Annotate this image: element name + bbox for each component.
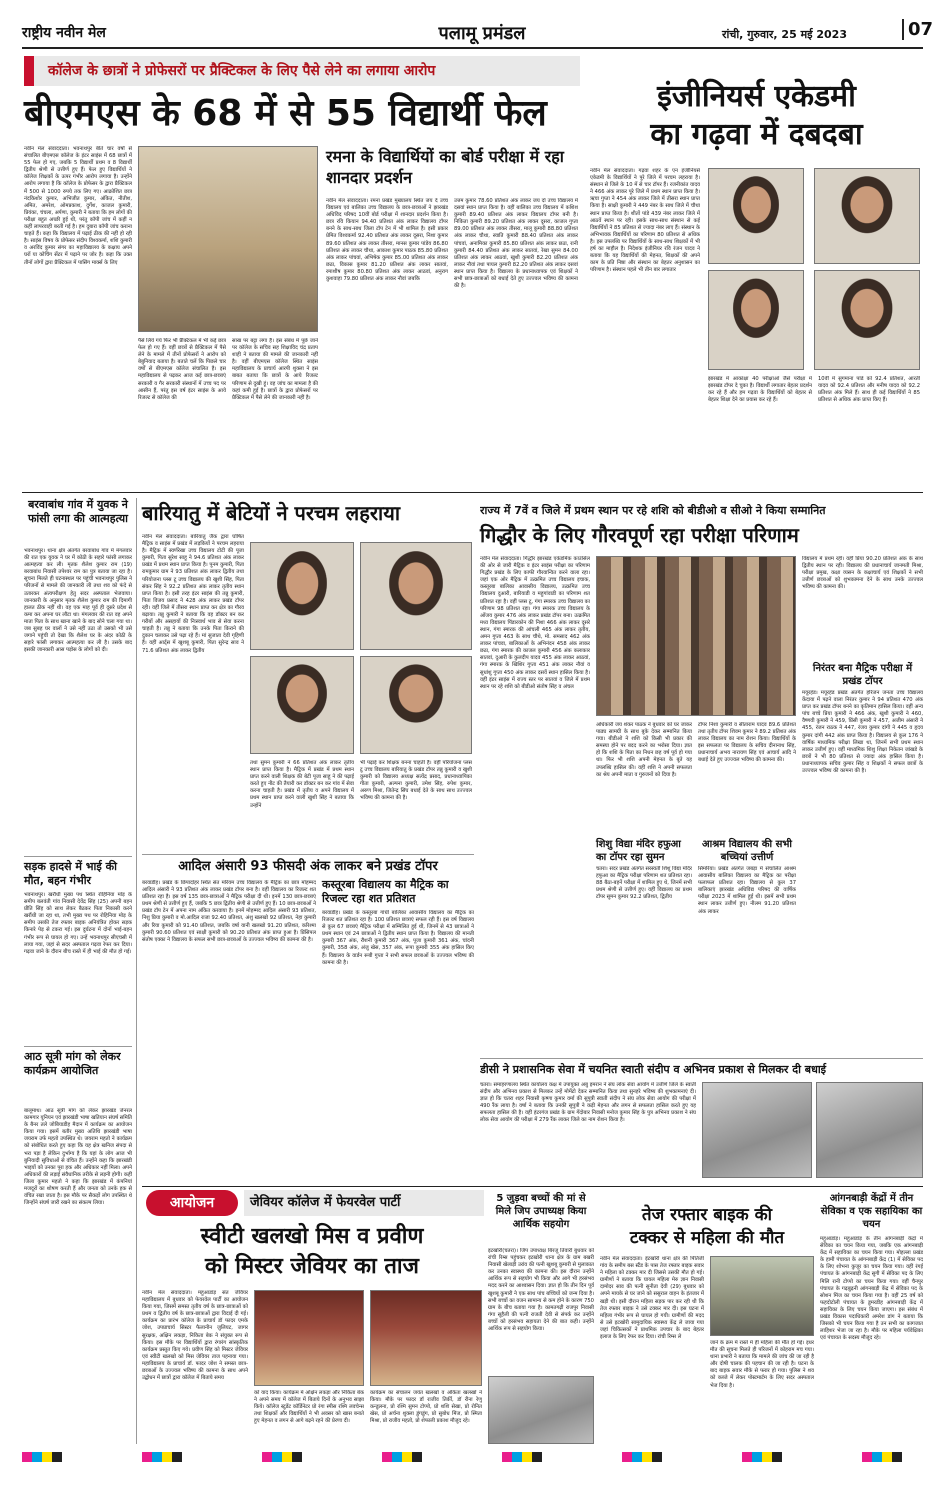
accident-body: भवनाथपुर। खरौंधी मुख्य पथ स्थित रोहिनिया मोड़ के समीप बलवंती गांव निवासी देवेंद्र सिंह (25) अपनी बहन प्रीति सिंह को साथ लेकर बैठकर पिता निकासी करने खरौंधी जा रहा था, तभी मुख्य पथ पर रोहिनिया मोड़ के समीप उसकी तेज रफ्तार बाइक अनियंत्रित होकर सड़क किनारे पेड़ से टकरा गई। इस दुर्घटना में दोनों भाई-बहन गंभीर रूप से घायल हो गए। उन्हें भवनाथपुर सीएचसी में लाया गया, जहां से सदर अस्पताल गढ़वा रेफर कर दिया। गढ़वा जाने के दौरान बीच रास्ते में ही भाई की मौत हो गई। — [24, 892, 132, 955]
bike-photo — [710, 1256, 814, 1336]
bariyatu-col-3: भी पढ़ाई कर शिक्षक बनना चाहती है। वहीं परियोजना प्लस टू उच्च विद्यालय बारियातु के प्रखंड टॉपर तन्नु कुमारी व खुशी कुमारी को विद्यालय अध्यक्ष सत्येंद्र प्रसाद, प्रधानाध्यापिका गीता कुमारी, अल्पना कुमारी, उमेश सिंह, रुपेश कुमार, अरुण मिश्रा, जितेन्द्र सिंघ बधाई देते के साथ साथ उज्ज्वल भविष्य की कामना की है। — [360, 760, 472, 802]
dc-photo-1 — [702, 1082, 812, 1178]
bariyatu-photo-2 — [360, 542, 472, 650]
kasturba-body: बरवाडीह। प्रखंड के कस्तूरबा गांधी बालिका आवासीय विद्यालय का मैट्रिक का रिजल्ट शत प्रतिशत रहा है। 100 प्रतिशत छात्राएं सफल रही हैं। इस वर्ष विद्यालय से कुल 67 छात्राएं मैट्रिक परीक्षा में सम्मिलित हुई थी, जिनमें से 43 छात्राओं ने प्रथम स्थान एवं 24 छात्राओं ने द्वितीय स्थान प्राप्त किया है। विद्यालय की मानती कुमारी 367 अंक, रौशनी कुमारी 367 अंक, पूजा कुमारी 361 अंक, चांदनी कुमारी, 358 अंक, अंजु खेस, 357 अंक, रूपा कुमारी 355 अंक हासिल किए हैं। विद्यालय के वार्डन रूबी गुप्ता ने सभी सफल छात्राओं के उज्ज्वल भविष्य की कामना की है। — [322, 910, 474, 966]
masthead-rule — [22, 47, 923, 49]
garhwa-headline — [590, 78, 923, 154]
xavier-kicker: जेवियर कॉलेज में फेयरवेल पार्टी — [250, 1195, 401, 1210]
bariyatu-photo-1 — [250, 542, 354, 650]
bike-col-2: जाने के क्रम में रास्ते में ही महिला की मौत हो गई। इधर मौत की सूचना मिलते ही परिजनों में कोहराम मच गया। थाना प्रभारी ने बताया कि मामले की जांच की जा रही है और दोषी चालक की पहचान की जा रही है। घटना के बाद बाइक सवार मौके से फरार हो गया। पुलिस ने शव को कब्जे में लेकर पोस्टमार्टम के लिए सदर अस्पताल भेज दिया है। — [710, 1340, 814, 1389]
xavier-col-3: कार्यक्रम का संचालन जयंत खलखो व अंकिता खलखो ने किया। मौके पर फादर डॉ राजीव तिर्की, डॉ रीना रेणु कन्डुलना, प्रो रश्मि सुमन टोप्पो, प्रो शशि सेखा, प्रो रोनित खेस, प्रो अर्चना शुक्ला डुंगडुंग, प्रो सुबोध मिंज, प्रो स्मिता मिश्रा, प्रो राजीव महतो, प्रो शेफाली प्रकाश मौजूद रहे। — [370, 1390, 482, 1425]
xavier-kicker-bar — [244, 1190, 484, 1216]
shishu-headline: शिशु विद्या मंदिर हफुआ का टॉपर रहा सुमन — [596, 839, 681, 863]
sutri-headline: आठ सूत्री मांग को लेकर कार्यक्रम आयोजित — [24, 1050, 121, 1077]
shashi-col-4: विद्यालय में प्रथम रही। वहीं प्रिया 90.20 प्रतिशत अंक के साथ द्वितीय स्थान पर रही। विद्यालय की प्रधानाचार्य जानमती मिश्रा, परीक्षा प्रमुख, कक्षा व्यसन के कक्षाचार्य एवं शिक्षकों ने सभी उत्तीर्ण छात्राओं को शुभकामना देने के साथ उनके उज्ज्वल भविष्य की कामना की। — [802, 556, 923, 591]
garhwa-headline-line-1: इंजीनियर्स एकेडमी — [657, 79, 856, 114]
bike-headline — [600, 1204, 814, 1250]
dc-photo-2 — [816, 1082, 923, 1178]
print-color-bar — [22, 1452, 923, 1462]
shashi-kicker: राज्य में 7वें व जिले में प्रथम स्थान पर रहे शशि को बीडीओ व सीओ ने किया सम्मानित — [480, 504, 826, 517]
bike-headline-line-2: टक्कर से महिला की मौत — [629, 1228, 785, 1248]
xavier-col-2: को याद किया। कार्यक्रम में अक्षिन लकड़ा और निकिता बेक ने अपने समय में कॉलेज में बिताये दिनों के अनुभव साझा किये। कॉलेज स्टूडेंट कॉर्डिनेटर प्रो रंगा स्पीस रश्मि लवचेन्स तथा शिक्षकों और विद्यार्थियों ने भी अवसर को खास बनाते हुए मेहनत व लगन से आगे बढ़ने रहने की प्रेरणा दी। — [254, 1390, 364, 1425]
bike-col-1: नवीन मेल संवाददाता। इंटखोरी थाना क्षेत्र की पितिजी गांव के समीप बस स्टैंड के पास तेज रफ्तार बाइक सवार ने महिला को टक्कर मार दी जिससे उसकी मौत हो गई। ग्रामीणों ने बताया कि घायल महिला मेरु ज्ञान निवासी दामोदर साव की पत्नी सुनीता देवी (29) बुधवार को अपने मायके से घर जाने को ससुराल वाहन के इंतजार में खड़ी थी। इसी दौरान महिला सड़क पार कर रही थी कि तेज रफ्तार बाइक ने उसे टक्कर मार दी। इस घटना में महिला गंभीर रूप से घायल हो गयी। ग्रामीणों की मदद से उसे इटखोरी सामुदायिक स्वास्थ्य केंद्र ले जाया गया जहां चिकित्सकों ने प्राथमिक उपचार के बाद बेहतर इलाज के लिए रेफर कर दिया। रांची रिम्स ले — [600, 1256, 704, 1341]
page-number: 07 — [902, 19, 924, 40]
adil-body: बरवाडीह। प्रखंड के छिपादोहर स्थित संत मरियम उच्च विद्यालय के मैट्रिक का छात्र मोहम्मद आदिल अंसारी ने 93 प्रतिशत अंक लाकर प्रखंड टॉपर बना है। वहीं विद्यालय का रिजल्ट शत प्रतिशत रहा है। इस वर्ष 135 छात्र-छात्राओं ने मैट्रिक परीक्षा दी थी। इनमें 130 छात्र-छात्राएं प्रथम श्रेणी से उत्तीर्ण हुए हैं, जबकि 5 छात्र द्वितीय श्रेणी से उत्तीर्ण हुए हैं। 10 छात्र-छात्राओं ने प्रखंड टॉप टेन में अपना नाम अंकित करवाया है। इनमें मोहम्मद आदिल अंसारी 93 प्रतिशत, निशु प्रिया कुमारी व मो.आदिल राजा 92.40 प्रतिशत, अंशु खलखो 92 प्रतिशत, नेहा कुमारी और रिया कुमारी को 91.40 प्रतिशत, जबकि वर्षा यानी खलखो 91.20 प्रतिशत, करिश्मा कुमारी 90.60 प्रतिशत एवं साक्षी कुमारी को 90.20 प्रतिशत अंक प्राप्त हुआ है। प्रिंसिपल संतोष एक्का ने विद्यालय के सफल सभी छात्र-छात्राओं के उज्ज्वल भविष्य की कामना की है। — [142, 880, 316, 943]
ramna-col-1: नवीन मेल संवाददाता। रमना प्रखंड मुख्यालय स्थित जय दे उच्च विद्यालय एवं बालिका उच्च विद्यालय के छात्र-छात्राओं ने झारखंड अधिविद परिषद 10वीं बोर्ड परीक्षा में शानदार प्रदर्शन किया है। छात्र रवि कियान 94.40 प्रतिशत अंक लाकर विद्यालय टॉपर बनने के साथ-साथ जिला टॉप टेन में भी शामिल है। इसी प्रकार प्रेमित विश्वकर्मा 92.40 प्रतिशत अंक लाकर दूसरा, निशा कुमार 89.60 प्रतिशत अंक लाकर तीसरा, मानस कुमार पांडेय 86.80 प्रतिशत अंक लाकर चौथा, आकाश कुमार पाठक 85.80 प्रतिशत अंक लाकर पांचवां, अभिषेक कुमार 85.00 प्रतिशत अंक लाकर छठा, विकास कुमार 81.20 प्रतिशत अंक लाकर सातवां, रमाशीष कुमार 80.80 प्रतिशत अंक लाकर आठवां, अनुराग कुशवाहा 79.80 प्रतिशत अंक लाकर नौवां जबकि — [326, 198, 448, 283]
ashram-body: सिमरिया। प्रखंड अंतर्गत जबड़ा में संचालित आश्रम आवासीय बालिका विद्यालय का मैट्रिक का परीक्षा फलाफल प्रतिशत रहा। विद्यालय से कुल 37 बालिकाएं झारखंड अधिविद्य परिषद की वार्षिक परीक्षा 2023 में शामिल हुई थी। इसमें सभी प्रथम स्थान लाकर उत्तीर्ण हुए। नीलम 91.20 प्रतिशत अंक लाकर — [698, 866, 796, 915]
shashi-col-1: नवीन मेल संवाददाता। गिद्धौर झारखंड एकेडमिक काउंसिल की ओर से जारी मैट्रिक व इंटर साइंस परीक्षा का परिणाम गिद्धौर प्रखंड के लिए काफी गौरवान्वित करने वाला रहा। जहां एक ओर मैट्रिक में उत्क्रमित उच्च विद्यालय इचाक, कस्तूरबा बालिका आवासीय विद्यालय, उत्क्रमित उच्च विद्यालय दुआरी, बारियाडी व महुगांवाडी का परिणाम शत प्रतिशत रहा है। वहीं प्लस टू, गंगा स्मारक उच्च विद्यालय का परिणाम 98 प्रतिशत रहा। गंगा स्मारक उच्च विद्यालय के ओंजय कुमार 476 अंक लाकर प्रखंड टॉपर बना। उत्क्रमित मध्य विद्यालय पिंडारकोन की निशा 466 अंक लाकर दूसरे स्थान, गंगा स्मारक की आंचली 465 अंक लाकर तृतीय, अमन गुप्ता 463 के साथ चौथे, मो. समसाद 462 अंक लाकर पांचवा, बालिकाओं के अभिनंदन 458 अंक लाकर छठा, गंगा स्मारक की काजल कुमारी 456 अंक कलाकार सातवां, दुआरी के कुलदीप यादव 455 अंक लाकर आठवां, गंगा स्मारक के खिशिर गुप्ता 451 अंक लाकर नौवां व सुधांशु गुप्ता 450 अंक लाकर दसवें स्थान हासिल किया है। वहीं इंटर साइंस में राज्य स्तर पर सातवां व जिले में प्रथम स्थान पर रहे शशि को बीडीओ संतोष सिंह व अंचल — [480, 556, 590, 690]
barwabandh-body: भवनाथपुर। थाना क्षेत्र अंतर्गत बरवाबांध गांव में मंगलवार की रात एक युवक ने घर में कोठी के सहारे फांसी लगाकर आत्महत्या कर ली। मृतक शैलेश कुमार राम (19) बरवाबांध निवासी तपेश्वर राम का पुत्र बताया जा रहा है। सूचना मिलते ही घटनास्थल पर पहुंची भवनाथपुर पुलिस ने परिजनों से मामले की जानकारी ली तथा शव को फंदे से उतारकर अंत्यपरीक्षण हेतु सदर अस्पताल भेजवाया। जानकारी के अनुसार मृतक शैलेश कुमार राम की दिमागी हालत ठीक नहीं थी। वह एक माह पूर्व ही दूसरे प्रदेश से कमा कर अपना घर लौटा था। मंगलवार की रात वह अपने माता पिता के साथ खाना खाने के बाद सोने चला गया था। जब सुबह घर वालों ने उसे नहीं उठा तो उसको भी उसे जगाने पहुंची तो देखा कि शैलेश घर के अंदर कोठी के सहारे फांसी लगाकर आत्महत्या कर ली है। उसके बाद इसकी जानकारी आस पड़ोस के लोगों को दी। — [24, 548, 132, 654]
xavier-tag — [146, 1190, 238, 1216]
bariyatu-photo-4 — [360, 656, 472, 754]
shashi-col-2: अधिकारी जय शंकर पाठक ने बुधवार को घर जाकर पाठ्य सामग्री के साथ बुके देकर सम्मानित किया गया। बीडीओ ने शशि को किसी भी प्रकार की समस्या होने पर बदद करने का भरोसा दिया। ज्ञात हो कि शशि के पिता का निधन छह वर्ष पूर्व हो गया था। फिर भी शशि अपनी मेहनत के बूते यह उपलब्धि हासिल की। वहीं शशि ने अपनी सफलता का श्रेय अपनी माता व गुरुजनों को दिया है। — [596, 722, 692, 778]
nirantar-headline: निरंतर बना मैट्रिक परीक्षा में प्रखंड टॉपर — [812, 663, 913, 687]
topper-photo-2 — [814, 168, 920, 264]
shashi-col-3: टॉपर निशा कुमारी व सीताराम यादव 89.6 प्रतिशत तथा तृतीय टॉपर शिवम कुमार ने 89.2 प्रतिशत अंक लाकर विद्यालय का नाम रोशन किया। विद्यार्थियों के इस सफलता पर विद्यालय के सचिव दीनानाथ सिंह, प्रधानाचार्य अभय नारायण सिंह एवं आचार्य आदि ने बधाई देते हुए उज्ज्वल भविष्य की कामना की। — [698, 722, 796, 764]
garhwa-caption-left: झारखंड में आकांक्षा 40 परीक्षाओं जैसे परीक्षा में झारखंड टॉपर दे चुका है। विद्यार्थी लगातार बेहतर प्रदर्शन कर रहे हैं और हम गढ़वा के विद्यार्थियों को बेहतर से बेहतर शिक्षा देने का प्रयास कर रहे हैं। — [708, 376, 812, 404]
bike-headline-line-1: तेज रफ्तार बाइक की — [641, 1205, 773, 1225]
adil-headline: आदिल अंसारी 93 फीसदी अंक लाकर बने प्रखंड टॉपर — [178, 859, 438, 874]
bariyatu-photo-3 — [250, 656, 354, 754]
dc-kicker: डीसी ने प्रशासनिक सेवा में चयनित स्वाती संदीप व अभिनव प्रकाश से मिलकर दी बधाई — [480, 1063, 827, 1076]
barwabandh-headline: बरवाबांध गांव में युवक ने फांसी लगा की आत्महत्या — [27, 498, 129, 525]
shashi-headline: गिद्धौर के लिए गौरवपूर्ण रहा परीक्षा परिणाम — [480, 523, 799, 547]
jujhwa-photo — [488, 1376, 594, 1444]
kasturba-headline: कस्तूरबा विद्यालय का मैट्रिक का रिजल्ट रहा शत प्रतिशत — [322, 878, 449, 905]
masthead — [22, 18, 934, 48]
college-photo — [138, 146, 318, 332]
ramna-col-2: उत्तम कुमार 78.60 प्रतिशत अंक लाकर जय दो उच्च विद्यालय में दसवां स्थान प्राप्त किया है। वहीं बालिका उच्च विद्यालय में कशिश कुमारी 89.40 प्रतिशत अंक लाकर विद्यालय टॉपर बनी है। निकिता कुमारी 89.20 प्रतिशत अंक लाकर दूसरा, काजल गुप्ता 89.00 प्रतिशत अंक लाकर तीसरा, मालू कुमारी 88.80 प्रतिशत अंक लाकर चौथा, स्वाति कुमारी 88.40 प्रतिशत अंक लाकर पांचवां, अनामिका कुमारी 85.80 प्रतिशत अंक लाकर छठा, रानी कुमारी 84.40 प्रतिशत अंक लाकर सातवां, रेखा सुमन 84.00 प्रतिशत अंक लाकर आठवां, खुशी कुमारी 82.20 प्रतिशत अंक लाकर नौवां तथा पायल कुमारी 82.20 प्रतिशत अंक लाकर दसवां स्थान प्राप्त किया है। विद्यालय के प्रधानाध्यापक एवं शिक्षकों ने सभी छात्र-छात्राओं को बधाई देते हुए उज्ज्वल भविष्य की कामना की है। — [454, 198, 578, 290]
xavier-tag-label: आयोजन — [169, 1195, 215, 1211]
logo: राष्ट्रीय नवीन मेल — [22, 25, 106, 41]
date: रांची, गुरुवार, 25 मई 2023 — [722, 28, 847, 41]
xavier-col-1: नवीन मेल संवाददाता। महुआडांड़ संत जेवियर महाविद्यालय में बुधवार को फेयरवेल पार्टी का आयोजन किया गया, जिसमें समस्त तृतीय वर्ष के छात्र-छात्राओं को प्रथम व द्वितीय वर्ष के छात्र-छात्राओं द्वारा विदाई दी गई। कार्यक्रम का प्रारंभ कॉलेज के प्राचार्य डॉ फादर एमके जोश, उपप्राचार्य सिस्टर फैलानीन जुलियट, जागर सुरक्षक, अक्षिन लकड़ा, निकिता बेक ने संयुक्त रूप से किया। इस मौके पर विद्यार्थियों द्वारा रंगारंग सांस्कृतिक कार्यक्रम प्रस्तुत किए गये। प्रवीण सिंह को मिस्टर जेवियर एवं स्वीटी खलखो को मिस जेवियर ताज पहनाया गया। महाविद्यालय के प्राचार्य डॉ. फादर जोश ने समस्त छात्र-छात्राओं के उज्ज्वल भविष्य की कामना के साथ अपने उद्बोधन में छात्रों द्वारा कॉलेज में बिताये समय — [142, 1290, 248, 1382]
rule-mid-1 — [142, 854, 474, 855]
nirantar-body: मयूरहंड। मयूरहंड प्रखंड अंतर्गत हरिजन जनता उच्च विद्यालय केंदाया में पढ़ने वाला निरंतर कुमार ने 94 प्रतिशत 470 अंक प्राप्त कर प्रखंड टॉपर बनने का कृतिमान हासिल किया। वहीं अन्य पांच बच्चे प्रिया कुमारी ने 466 अंक, खुशी कुमारी ने 460, वैष्णवी कुमारी ने 459, प्रिंसी कुमारी ने 457, अजीम अंसारी ने 455, रंजन राठक ने 447, रंजय कुमार दांगी ने 445 व हृदय कुमार दांगी 442 अंक प्राप्त किया है। विद्यालय से कुल 176 ने वार्षिक माध्यमिक परीक्षा लिखा था, जिनमें सभी प्रथम स्थान लाकर उत्तीर्ण हुए। वहीं माध्यमिक शिशु शिक्षा निकेतन जांखडे के छात्रों ने भी 80 प्रतिशत से ज्यादा अंक हासिल किया है। प्रधानाध्यापक सचिव कुमार सिंह व शिक्षकों ने सफल छात्रों के उज्ज्वल भविष्य की कामना की है। — [802, 690, 923, 775]
ramna-headline: रमना के विद्यार्थियों का बोर्ड परीक्षा में रहा शानदार प्रदर्शन — [326, 147, 564, 187]
rule-dc — [480, 1058, 923, 1059]
lead-kicker-bar — [24, 56, 580, 86]
ashram-headline: आश्रम विद्यालय की सभी बच्चियां उत्तीर्ण — [702, 839, 792, 863]
xavier-headline-line-2: को मिस्टर जेवियर का ताज — [205, 1254, 419, 1279]
garhwa-body: नवीन मेल संवाददाता। गढ़वा शहर के एन इंजीनियर्स एकेडमी के विद्यार्थियों ने पूरे जिले में परचम लहराया है। संस्थान से जिले के 10 में से चार टॉपर हैं। रजनीकांत यादव ने 466 अंक लाकर पूरे जिले में प्रथम स्थान प्राप्त किया है। ऋचा गुप्ता ने 454 अंक लाकर जिले में तीसरा स्थान प्राप्त किया है। साक्षी कुमारी ने 449 नंबर के साथ जिले में चौथा स्थान प्राप्त किया है। शीतों पांडे 439 नंबर लाकर जिले में आठवें स्थान पर रही। इसके साथ-साथ संस्थान से कई विद्यार्थियों ने 85 प्रतिशत से ज्यादा नंबर लाए हैं। संस्थान के अभिभावक विद्यार्थियों का परिणाम 80 प्रतिशत से अधिक है। इस उपलब्धि पर विद्यार्थियों के साथ-साथ शिक्षकों में भी हर्ष का माहौल है। निदेशक इंजीनियर रवि रंजन यादव ने बताया कि यह विद्यार्थियों की मेहनत, शिक्षकों की अपने काम के प्रति निष्ठा और संस्थान का बेहतर अनुशासन का परिणाम है। संस्थान पहले भी तीन बार लगातार — [590, 168, 700, 274]
lead-col-1: नवीन मेल संवाददाता। भवनाथपुर बीते चार वर्षों से संचालित बीएमएस कॉलेज के इंटर साइंस में 68 छात्रों में 55 फेल हो गए, जबकि 5 विद्यार्थी प्रथम व 8 विद्यार्थी द्वितीय श्रेणी से उत्तीर्ण हुए हैं। फेल हुए विद्यार्थियों ने कॉलेज शिक्षकों के ऊपर गंभीर आरोप लगाया है। उन्होंने आरोप लगाया है कि कॉलेज के प्रोफेसर के द्वारा प्रैक्टिकल में 500 से 1000 रुपये तक लिए गए। आक्रोशित छात्र नंदकिशोर कुमार, अभिजीत कुमार, अंकित, नीतीश, अमित, अमरेश, ओमप्रकाश, दुर्गेश, काजल कुमारी, प्रियंका, चंचला, अर्पणा, कुमारी ने बताया कि हम लोगों की परीक्षा बहुत अच्छी हुई थी, परंतु कॉपी जांच में कहीं न कहीं लापरवाही बरती गई है। हम दुबारा कॉपी जांच कराना चाहते हैं। कहा कि विद्यालय में पढ़ाई ठीक की नहीं हो रही है। साइंस विषय के प्रोफेसर संदीप विश्वकर्मा, शशि कुमारी व अरविंद कुमार संगर का महाविद्यालय के कक्षाय अपने घरों या कोचिंग सेंटर में पढ़ाने पर जोर है। कहा कि उक्त तीनों लोगों द्वारा प्रैक्टिकल में पासिंग मार्क्स के लिए — [24, 146, 132, 266]
topper-photo-1 — [708, 168, 804, 264]
bariyatu-col-1: नवीन मेल संवाददाता। बारियातु जैक द्वारा घोषित मैट्रिक व साइंस में प्रखंड में लड़कियों ने परचम लहराया है। मैट्रिक में स्वर्णरेखा उच्च विद्यालय टोटी की पूजा कुमारी, पिता सुरेश साहू ने 94.6 प्रतिशत अंक लाकर प्रखंड में प्रथम स्थान प्राप्त किया है। पूनम कुमारी, पिता रामकुमार ग्राम ने 93 प्रतिशत अंक लाकर द्वितीय तथा परियोजना प्लस टू उच्च विद्यालय की खुशी सिंह, पिता संकर सिंह ने 92.2 प्रतिशत अंक लाकर तृतीय स्थान प्राप्त किया है। इसी तरह इंटर साइंस की तन्नु कुमारी, पिता विजय प्रसाद ने 428 अंक लाकर प्रखंड टॉपर रही। वहीं जिले में तीसरा स्थान प्राप्त कर क्षेत्र का गौरव बढ़ाया। तन्नु कुमारी ने बताया कि वह डॉक्टर बन कर गरीबों और असहायों की निःस्वार्थ भाव से सेवा करना चाहती है। तन्नु ने बताया कि उनके पिता किराने की दुकान चलाकर उसे पढ़ा रहे हैं। मां सुजाता देवी गृहिणी हैं। वहीं आर्ट्स में खुशबू कुमारी, पिता सुरेन्द्र साव ने 71.6 प्रतिशत अंक लाकर द्वितीय — [142, 534, 244, 654]
section-title: पलामू प्रमंडल — [438, 23, 526, 44]
topper-photo-4 — [814, 270, 920, 370]
felicitation-photo — [596, 556, 796, 716]
dc-body: चतरा। समाहरणालय स्थित कार्यालय कक्ष में उपायुक्त अबु इमरान ने संघ लोक सेवा आयोग में उत्तीर्ण जिले के स्वाती संदीप और अभिनव प्रकाश से मिलकर उन्हें मोमेंटो देकर सम्मानित किया तथा सुनहरे भविष्य की शुभकामनाएं दी। ज्ञात हो कि चतरा शहर निवासी कृष्णा कुमार वर्मा की सुपुत्री स्वाती संदीप ने संघ लोक सेवा आयोग की परीक्षा में 490 रैंक लाया है। वर्षा ने बताया कि उनकी सुपुत्री ने कड़ी मेहनत और लगन से सफलता हासिल करते हुए यह सफलता हासिल की है। वहीं हंटरगंज प्रखंड के ग्राम गेंदोबार निवासी मनोज कुमार सिंह के पुत्र अभिनव प्रकाश ने संघ लोक सेवा आयोग की परीक्षा में 279 रैंक लाकर जिले का नाम रोशन किया है। — [480, 1082, 696, 1124]
section-rule-1 — [22, 492, 923, 493]
section-rule-2 — [142, 1186, 923, 1187]
garhwa-headline-line-2: का गढ़वा में दबदबा — [650, 117, 863, 152]
lead-col-3: साख पर बट्टा लगा है। इस संबंध में पूछे जाने पर कॉलेज के सचिव सह शिक्षाविद चंद्र प्रताप शाही ने बताया की मामले की जानकारी नहीं है। वहीं बीएमएस कॉलेज स्थित साइंस महाविद्यालय के प्राचार्य आरपी शुक्ला ने इस बाबत बताया कि छात्रों के आये रिजल्ट परिणाम से दुखी हूं। वह जांच का मामला है की कहां कमी हुई है। छात्रों के द्वारा प्रोफेसरों पर प्रैक्टिकल में पैसे लेने की जानकारी नहीं है। — [232, 338, 318, 401]
garhwa-caption-right: 10वीं में सुगमाना पांडे को 92.4 प्रतिशत, आरती यादव को 92.4 प्रतिशत और मनीष यादव को 92.2 प्रतिशत अंक मिले हैं। साथ ही कई विद्यार्थियों ने 85 प्रतिशत से अधिक अंक प्राप्त किए हैं। — [818, 376, 920, 404]
rule-left-2 — [24, 1046, 132, 1047]
anganbadi-headline: आंगनबाड़ी केंद्रों में तीन सेविका व एक सहायिका का चयन — [820, 1193, 923, 1230]
xavier-headline — [142, 1222, 482, 1282]
bariyatu-headline: बारियातु में बेटियों ने परचम लहराया — [142, 501, 400, 525]
anganbadi-body: महुआडांड़। महुआडांड़ के तीन आंगनबाड़ी केंद्रों में सेविका का चयन किया गया, जबकि एक आंगनबाड़ी केंद्र में सहायिका का चयन किया गया। मोहल्ला प्रखंड के हामी पंचायत के आंगनबाड़ी केंद्र (1) में सेविका पद के लिए शोभना कुजूर का चयन किया गया। वहीं रंगई पंचायत के आंगनबाड़ी केंद्र सुगी में सेविका पद के लिए मिलि रानी टोप्पो का चयन किया गया। वहीं चैनपुर पंचायत के गढ़बुढ़नी आंगनबाड़ी केंद्र में सेविका पद के सोशन मिंज का चयन किया गया है। वहीं 25 वर्ष को फहदोटोली पंचायत के डुमरडीह आंगनबाड़ी केंद्र में सहायिका के लिए चयन किया जाएगा। इस संबंध में प्रखंड विकास पदाधिकारी अमरेश डांग ने बताया कि जिसको भी चयन किया गया है उन सभी का कागजात लाहिशर भेजा जा रहा है। मौके पर महिला पर्यवेक्षिका एवं पंचायत के सदस्य मौजूद रहे। — [820, 1236, 923, 1342]
bariyatu-col-2: तथा सुमन कुमारी ने 66 प्रतिशत अंक लाकर तृतीय स्थान प्राप्त किया है। मैट्रिक में प्रखंड में प्रथम स्थान प्राप्त करने वाली शिक्षक की बेटी पूजा साहू ने की पढ़ाई करते हुए नीट की तैयारी कर डॉक्टर बन कर गांव में सेवा करना चाहती है। प्रखंड में तृतीय व अपने विद्यालय में प्रथम स्थान प्राप्त करने वाली खुशी सिंह ने बताया कि उन्होंने — [250, 760, 354, 809]
lead-headline: बीएमएस के 68 में से 55 विद्यार्थी फेल — [24, 93, 547, 134]
lead-kicker: कॉलेज के छात्रों ने प्रोफेसरों पर प्रैक्टिकल के लिए पैसे लेने का लगाया आरोप — [48, 63, 436, 79]
jujhwa-headline: 5 जुड़वा बच्चों की मां से मिले जिप उपाध्यक्ष किया आर्थिक सहयोग — [495, 1193, 587, 1230]
left-col-divider — [136, 498, 137, 1444]
rule-left-1 — [24, 856, 132, 857]
lead-col-2: पैसे लिये गये फिर भी प्रैक्टिकल में भी कई छात्र फेल हो गए हैं। वहीं छात्रों से प्रैक्टिकल में पैसे लेने के मामले में तीनों प्रोफेसरों ने आरोप को बेबुनियाद बताया है। बताते चलें कि पिछले चार वर्षों से बीएमएस कॉलेज संचालित है। इस महाविद्यालय से पढ़कर आज कई छात्र-छात्राएं सरकारी व गैर सरकारी संस्थानों में उच्च पद पर आसीन हैं, परंतु इस वर्ष इंटर साइंस के आये रिजल्ट से कॉलेज की — [138, 338, 226, 401]
sutri-body: बालूमाथ। आठ सूत्री मांग को लेकर झारखंड जेनरल कामगार यूनियन एवं झारखंडी भाषा खतियान संघर्ष समिति के बैनर तले जोबियाडीह मैदान में कार्यक्रम का आयोजन किया गया। इसमें बतौर मुख्य अतिथि झारखंडी भाषा जयराम उर्फ महतो उपस्थित थे। जयराम महतो ने कार्यक्रम को संबोधित करते हुए कहा कि यह क्षेत्र खनिज संपदा से भरा पड़ा है लेकिन दुर्भाग्य है कि यहां के लोग आज भी बुनियादी सुविधाओं से वंचित हैं। उन्होंने कहा कि झारखंडी भाइयों को उनका पूरा हक और अधिकार नहीं मिला। अपने अधिकारों की लड़ाई संवैधानिक तरीके से लड़नी होगी। कहीं जिला कुमार महतो ने कहा कि झारखंड में कंपनियां मजदूरों का शोषण करती हैं और जनता को उनके हक से वंचित रखा जाता है। इस मौके पर सैकड़ों लोग उपस्थित थे जिन्होंने संघर्ष जारी रखने का संकल्प लिया। — [24, 1108, 132, 1207]
accident-headline: सड़क हादसे में भाई की मौत, बहन गंभीर — [24, 860, 117, 887]
xavier-photo-1 — [254, 1290, 364, 1386]
shishu-body: चतरा। सदर प्रखंड अंतर्गत सरस्वती शिशु विद्या मंदिर हफुआ का मैट्रिक परीक्षा परिणाम शत प्रतिशत रहा। 88 बैठा-बहनें परीक्षा में शामिल हुए थे, जिनमें सभी प्रथम श्रेणी से उत्तीर्ण हुए। वहीं विद्यालय का प्रथम टॉपर सुमन कुमार 92.2 प्रतिशत, द्वितीय — [596, 866, 692, 901]
xavier-headline-line-1: स्वीटी खलखो मिस व प्रवीण — [200, 1224, 424, 1249]
topper-photo-3 — [708, 270, 804, 370]
jujhwa-body: इटखोरी(चतरा)। जिप उपाध्यक्ष बिरजू तिवारी बुधवार को रांची रिम्स पहुंचकर इटखोरी थाना क्षेत्र के ग्राम बखरी निवासी खेलाड़ी उरांव की पत्नी खुशबू कुमारी से मुलाकात कर उनका स्वास्थ्य की कामना की। इस दौरान उन्होंने आर्थिक रूप से सहयोग भी किया और आगे भी हरसंभव मदद करने का आश्वासन दिया। ज्ञात हो कि तीन दिन पूर्व खुशबू कुमारी ने एक साथ पांच बच्चियों को जन्म दिया है। सभी बच्चों का वजन सामान्य से कम होने के कारण 750 ग्राम के बीच बताया गया है। कामतगढ़ी राजपुर निवासी गंगा सुहैली की पत्नी राजती देवी से संपर्क कर उन्होंने बच्चों को हरसंभव सहायता देने की बात कही। उन्होंने आर्थिक रूप से सहयोग किया। — [488, 1248, 594, 1333]
xavier-photo-2 — [370, 1290, 482, 1386]
